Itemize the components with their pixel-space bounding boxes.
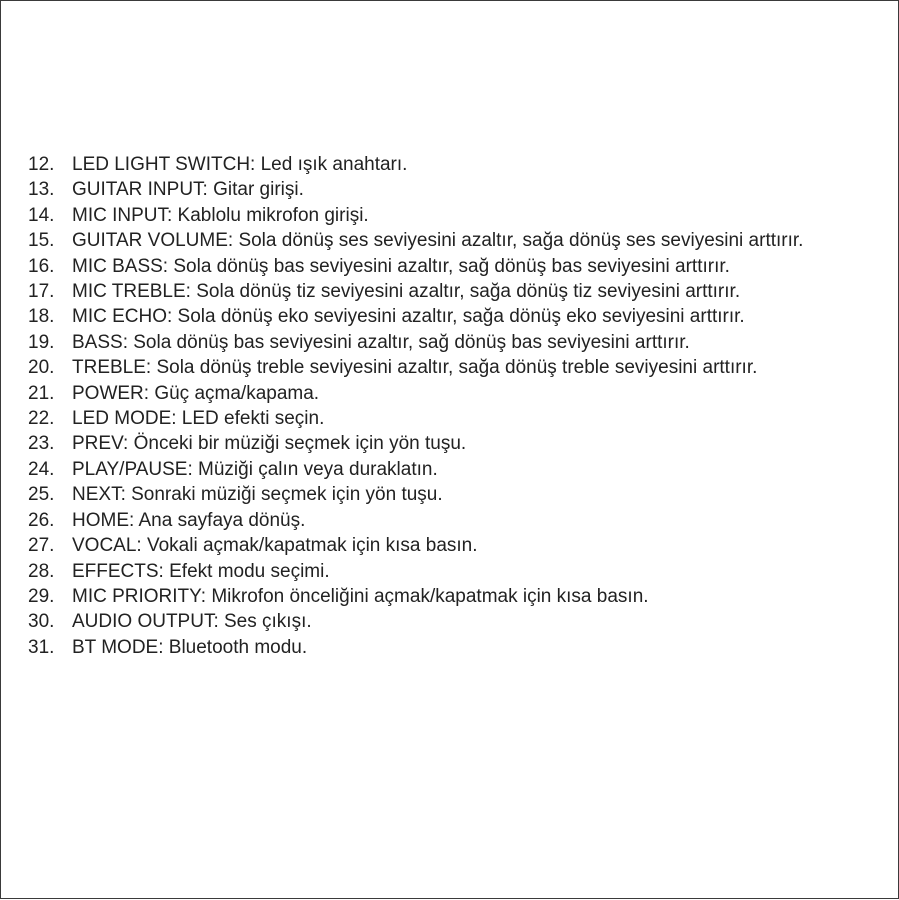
list-item bbox=[28, 406, 888, 431]
list-item bbox=[28, 254, 888, 279]
item-text: PREV: Önceki bir müziği seçmek için yön tuşu. bbox=[72, 433, 467, 455]
item-text: NEXT: Sonraki müziği seçmek için yön tuşu. bbox=[72, 484, 443, 506]
item-number: 28. bbox=[28, 560, 55, 582]
item-text: MIC TREBLE: Sola dönüş tiz seviyesini azaltır, sağa dönüş tiz seviyesini arttırır. bbox=[72, 281, 741, 303]
item-number: 30. bbox=[28, 611, 55, 633]
list-item bbox=[28, 533, 888, 558]
list-item bbox=[28, 457, 888, 482]
item-text: LED LIGHT SWITCH: Led ışık anahtarı. bbox=[72, 154, 408, 175]
item-text: MIC BASS: Sola dönüş bas seviyesini azaltır, sağ dönüş bas seviyesini arttırır. bbox=[72, 255, 730, 277]
item-text: GUITAR VOLUME: Sola dönüş ses seviyesini azaltır, sağa dönüş ses seviyesini arttırır. bbox=[72, 230, 804, 252]
list-item bbox=[28, 635, 888, 660]
list-item bbox=[28, 584, 888, 609]
list-item bbox=[28, 203, 888, 228]
list-item bbox=[28, 381, 888, 406]
item-number: 14. bbox=[28, 204, 55, 226]
item-number: 24. bbox=[28, 458, 55, 480]
item-text: MIC ECHO: Sola dönüş eko seviyesini azaltır, sağa dönüş eko seviyesini arttırır. bbox=[72, 306, 745, 328]
list-item bbox=[28, 482, 888, 507]
item-number: 19. bbox=[28, 331, 55, 353]
item-number: 22. bbox=[28, 408, 55, 430]
item-text: EFFECTS: Efekt modu seçimi. bbox=[72, 560, 330, 582]
item-text: LED MODE: LED efekti seçin. bbox=[72, 408, 325, 430]
item-text: PLAY/PAUSE: Müziği çalın veya duraklatın. bbox=[72, 458, 438, 480]
item-number: 21. bbox=[28, 382, 55, 404]
list-item bbox=[28, 609, 888, 634]
item-number: 25. bbox=[28, 484, 55, 506]
list-item bbox=[28, 177, 888, 202]
item-text: GUITAR INPUT: Gitar girişi. bbox=[72, 179, 304, 201]
item-text: MIC PRIORITY: Mikrofon önceliğini açmak/kapatmak için kısa basın. bbox=[72, 585, 649, 607]
item-number: 16. bbox=[28, 255, 55, 277]
list-item bbox=[28, 330, 888, 355]
item-number: 23. bbox=[28, 433, 55, 455]
list-item bbox=[28, 152, 888, 177]
item-text: VOCAL: Vokali açmak/kapatmak için kısa basın. bbox=[72, 535, 478, 557]
item-text: HOME: Ana sayfaya dönüş. bbox=[72, 509, 306, 531]
item-text: POWER: Güç açma/kapama. bbox=[72, 382, 320, 404]
item-number: 31. bbox=[28, 636, 55, 658]
item-text: BASS: Sola dönüş bas seviyesini azaltır, sağ dönüş bas seviyesini arttırır. bbox=[72, 331, 690, 353]
item-text: BT MODE: Bluetooth modu. bbox=[72, 636, 308, 658]
list-item bbox=[28, 279, 888, 304]
item-number: 15. bbox=[28, 230, 55, 252]
item-number: 27. bbox=[28, 535, 55, 557]
list-item bbox=[28, 431, 888, 456]
item-text: TREBLE: Sola dönüş treble seviyesini azaltır, sağa dönüş treble seviyesini arttırır. bbox=[72, 357, 758, 379]
feature-list bbox=[28, 152, 888, 660]
item-text: MIC INPUT: Kablolu mikrofon girişi. bbox=[72, 204, 369, 226]
item-number: 29. bbox=[28, 585, 55, 607]
item-number: 12. bbox=[28, 154, 55, 175]
item-number: 18. bbox=[28, 306, 55, 328]
item-number: 20. bbox=[28, 357, 55, 379]
list-item bbox=[28, 228, 888, 253]
list-item bbox=[28, 508, 888, 533]
item-number: 26. bbox=[28, 509, 55, 531]
list-item bbox=[28, 559, 888, 584]
item-number: 13. bbox=[28, 179, 55, 201]
item-number: 17. bbox=[28, 281, 55, 303]
list-item bbox=[28, 355, 888, 380]
item-text: AUDIO OUTPUT: Ses çıkışı. bbox=[72, 611, 312, 633]
list-item bbox=[28, 304, 888, 329]
